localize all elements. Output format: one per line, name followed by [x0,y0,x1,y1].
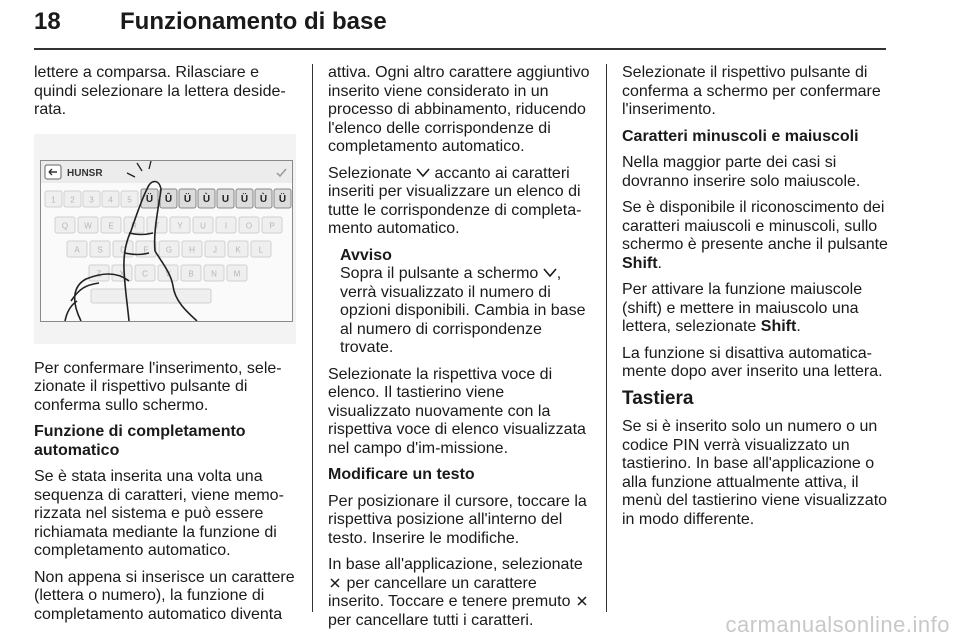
svg-text:J: J [213,245,217,254]
paragraph: attiva. Ogni altro carattere aggiuntivo inserito viene considerato in un processo di abbinamento, riducendo l'elenco delle corrispondenze di completamento automatico. [328,64,590,155]
svg-text:H: H [189,245,195,254]
key [205,241,225,257]
svg-text:Z: Z [96,269,102,278]
key [216,217,236,233]
text-run: . [796,318,801,335]
chevron-down-icon [416,165,430,184]
key [89,265,109,281]
key [135,265,155,281]
key [159,241,179,257]
close-x-icon [575,593,589,612]
svg-text:F: F [143,245,149,254]
svg-text:V: V [165,269,171,278]
key [102,191,119,207]
text-run: . [657,254,662,272]
suggestion-key [274,189,291,208]
svg-text:S: S [97,245,103,254]
svg-text:N: N [211,269,217,278]
svg-text:G: G [165,245,173,254]
input-text: HUNSR [67,167,103,179]
paragraph: Se si è inserito solo un numero o un codice PIN verrà visualizzato un tastierino. In base all'applicazione o alla funzione attualmente attiva, il menù del tastierino viene visualizzato in modo differente. [622,418,888,528]
suggestion-key [217,189,234,208]
paragraph [328,556,590,630]
svg-text:U: U [200,221,206,230]
svg-text:T: T [154,221,160,230]
paragraph: Se è stata inserita una volta una sequenza di caratteri, viene memo-rizzata nel sistema e può essere richiamata mediante la funzione di completamento automatico. [34,468,284,559]
key [67,241,87,257]
text-run: , verrà visualizzato il numero di opzioni disponibili. Cambia in base al numero di corrispondenze trovate. [340,265,586,356]
subheading: Caratteri minuscoli e maiuscoli [622,127,859,145]
key [101,217,121,233]
paragraph: lettere a comparsa. Rilasciare e quindi selezionare la lettera deside-rata. [34,64,286,118]
svg-text:4: 4 [108,195,113,204]
svg-text:P: P [269,221,275,230]
paragraph [622,199,888,273]
chevron-down-icon [543,265,557,284]
key [170,217,190,233]
space-key [91,289,211,303]
text-run: Selezionate [328,164,412,182]
suggestion-key [160,189,177,208]
svg-text:A: A [74,245,80,254]
text-run: In base all'applicazione, selezionate [328,556,583,573]
svg-text:Y: Y [177,221,183,230]
paragraph: La funzione si disattiva automatica-mente dopo aver inserito una lettera. [622,344,883,380]
paragraph: Per confermare l'inserimento, sele-zionate il rispettivo pulsante di conferma sullo schermo. [34,359,282,414]
column-2 [328,64,590,638]
shift-label: Shift [760,318,797,335]
key [64,191,81,207]
page-title: Funzionamento di base [120,8,387,35]
paragraph: Selezionate la rispettiva voce di elenco. Il tastierino viene visualizzato nuovamente con la rispettiva voce di elenco visualizzata nel campo d'im-missione. [328,365,586,457]
paragraph: Selezionate il rispettivo pulsante di conferma a schermo per confermare l'inserimento. [622,64,881,118]
page-header [34,4,886,50]
svg-text:U: U [221,193,230,205]
notice-box [328,247,590,358]
column-divider [606,64,607,612]
svg-text:Ü: Ü [278,193,287,205]
svg-text:5: 5 [127,195,132,204]
key [227,265,247,281]
section-heading: Tastiera [622,387,694,409]
svg-text:Ù: Ù [202,193,211,205]
suggestion-key [198,189,215,208]
svg-text:D: D [120,245,126,254]
svg-text:Ü: Ü [183,193,192,205]
column-3 [622,64,888,537]
svg-text:R: R [131,221,137,230]
paragraph [328,165,590,239]
svg-text:E: E [108,221,114,230]
close-x-icon [328,575,342,594]
key [262,217,282,233]
watermark: carmanualsonline.info [725,612,950,637]
text-run: Per attivare la funzione maiuscole (shift) e mettere in maiuscolo una lettera, selezionate [622,281,863,335]
key [228,241,248,257]
keyboard-illustration [34,134,296,344]
paragraph [622,281,888,337]
column-1 [34,64,296,632]
text-run: per cancellare un carattere inserito. Toccare e tenere premuto [328,574,571,610]
shift-label: Shift [622,254,658,272]
svg-text:Ù: Ù [259,193,268,205]
text-run: per cancellare tutti i caratteri. [328,611,534,629]
svg-text:L: L [258,245,264,254]
text-run: accanto ai caratteri inseriti per visualizzare un elenco di tutte le corrispondenze di completa-mento automatico. [328,164,582,237]
paragraph: Per posizionare il cursore, toccare la rispettiva posizione all'interno del testo. Inserire le modifiche. [328,492,587,547]
paragraph: Nella maggior parte dei casi si dovranno inserire solo maiuscole. [622,154,861,190]
svg-text:Ü: Ü [240,193,249,205]
svg-text:M: M [233,269,241,278]
key [90,241,110,257]
svg-text:I: I [224,221,228,230]
key [181,265,201,281]
svg-text:O: O [245,221,253,230]
svg-text:Q: Q [61,221,69,230]
key [55,217,75,233]
key [78,217,98,233]
key [204,265,224,281]
svg-text:C: C [142,269,148,278]
suggestion-key [255,189,272,208]
key [193,217,213,233]
svg-text:X: X [119,269,125,278]
svg-text:3: 3 [89,195,94,204]
suggestion-key [236,189,253,208]
svg-text:B: B [188,269,194,278]
key [45,191,62,207]
key [112,265,132,281]
paragraph: Non appena si inserisce un carattere (lettera o numero), la funzione di completamento automatico diventa [34,568,295,623]
key [182,241,202,257]
key [124,217,144,233]
keyboard-screen [40,160,293,322]
key [121,191,138,207]
key [251,241,271,257]
subheading: Modificare un testo [328,466,475,483]
svg-text:Ü: Ü [145,193,154,205]
header-rule [34,48,886,50]
back-icon [45,165,61,179]
svg-text:W: W [84,221,92,230]
key [239,217,259,233]
svg-text:K: K [235,245,241,254]
text-run: Sopra il pulsante a schermo [340,265,539,282]
svg-text:1: 1 [51,195,56,204]
svg-text:Û: Û [164,193,173,205]
notice-title: Avviso [340,246,392,264]
key [83,191,100,207]
column-divider [312,64,313,612]
page-number: 18 [34,8,61,35]
subheading: Funzione di completamento automatico [34,423,246,459]
svg-text:2: 2 [70,195,75,204]
text-run: Se è disponibile il riconoscimento dei caratteri maiuscoli e minuscoli, sullo schermo è presente anche il pulsante [622,199,888,253]
suggestion-key [179,189,196,208]
